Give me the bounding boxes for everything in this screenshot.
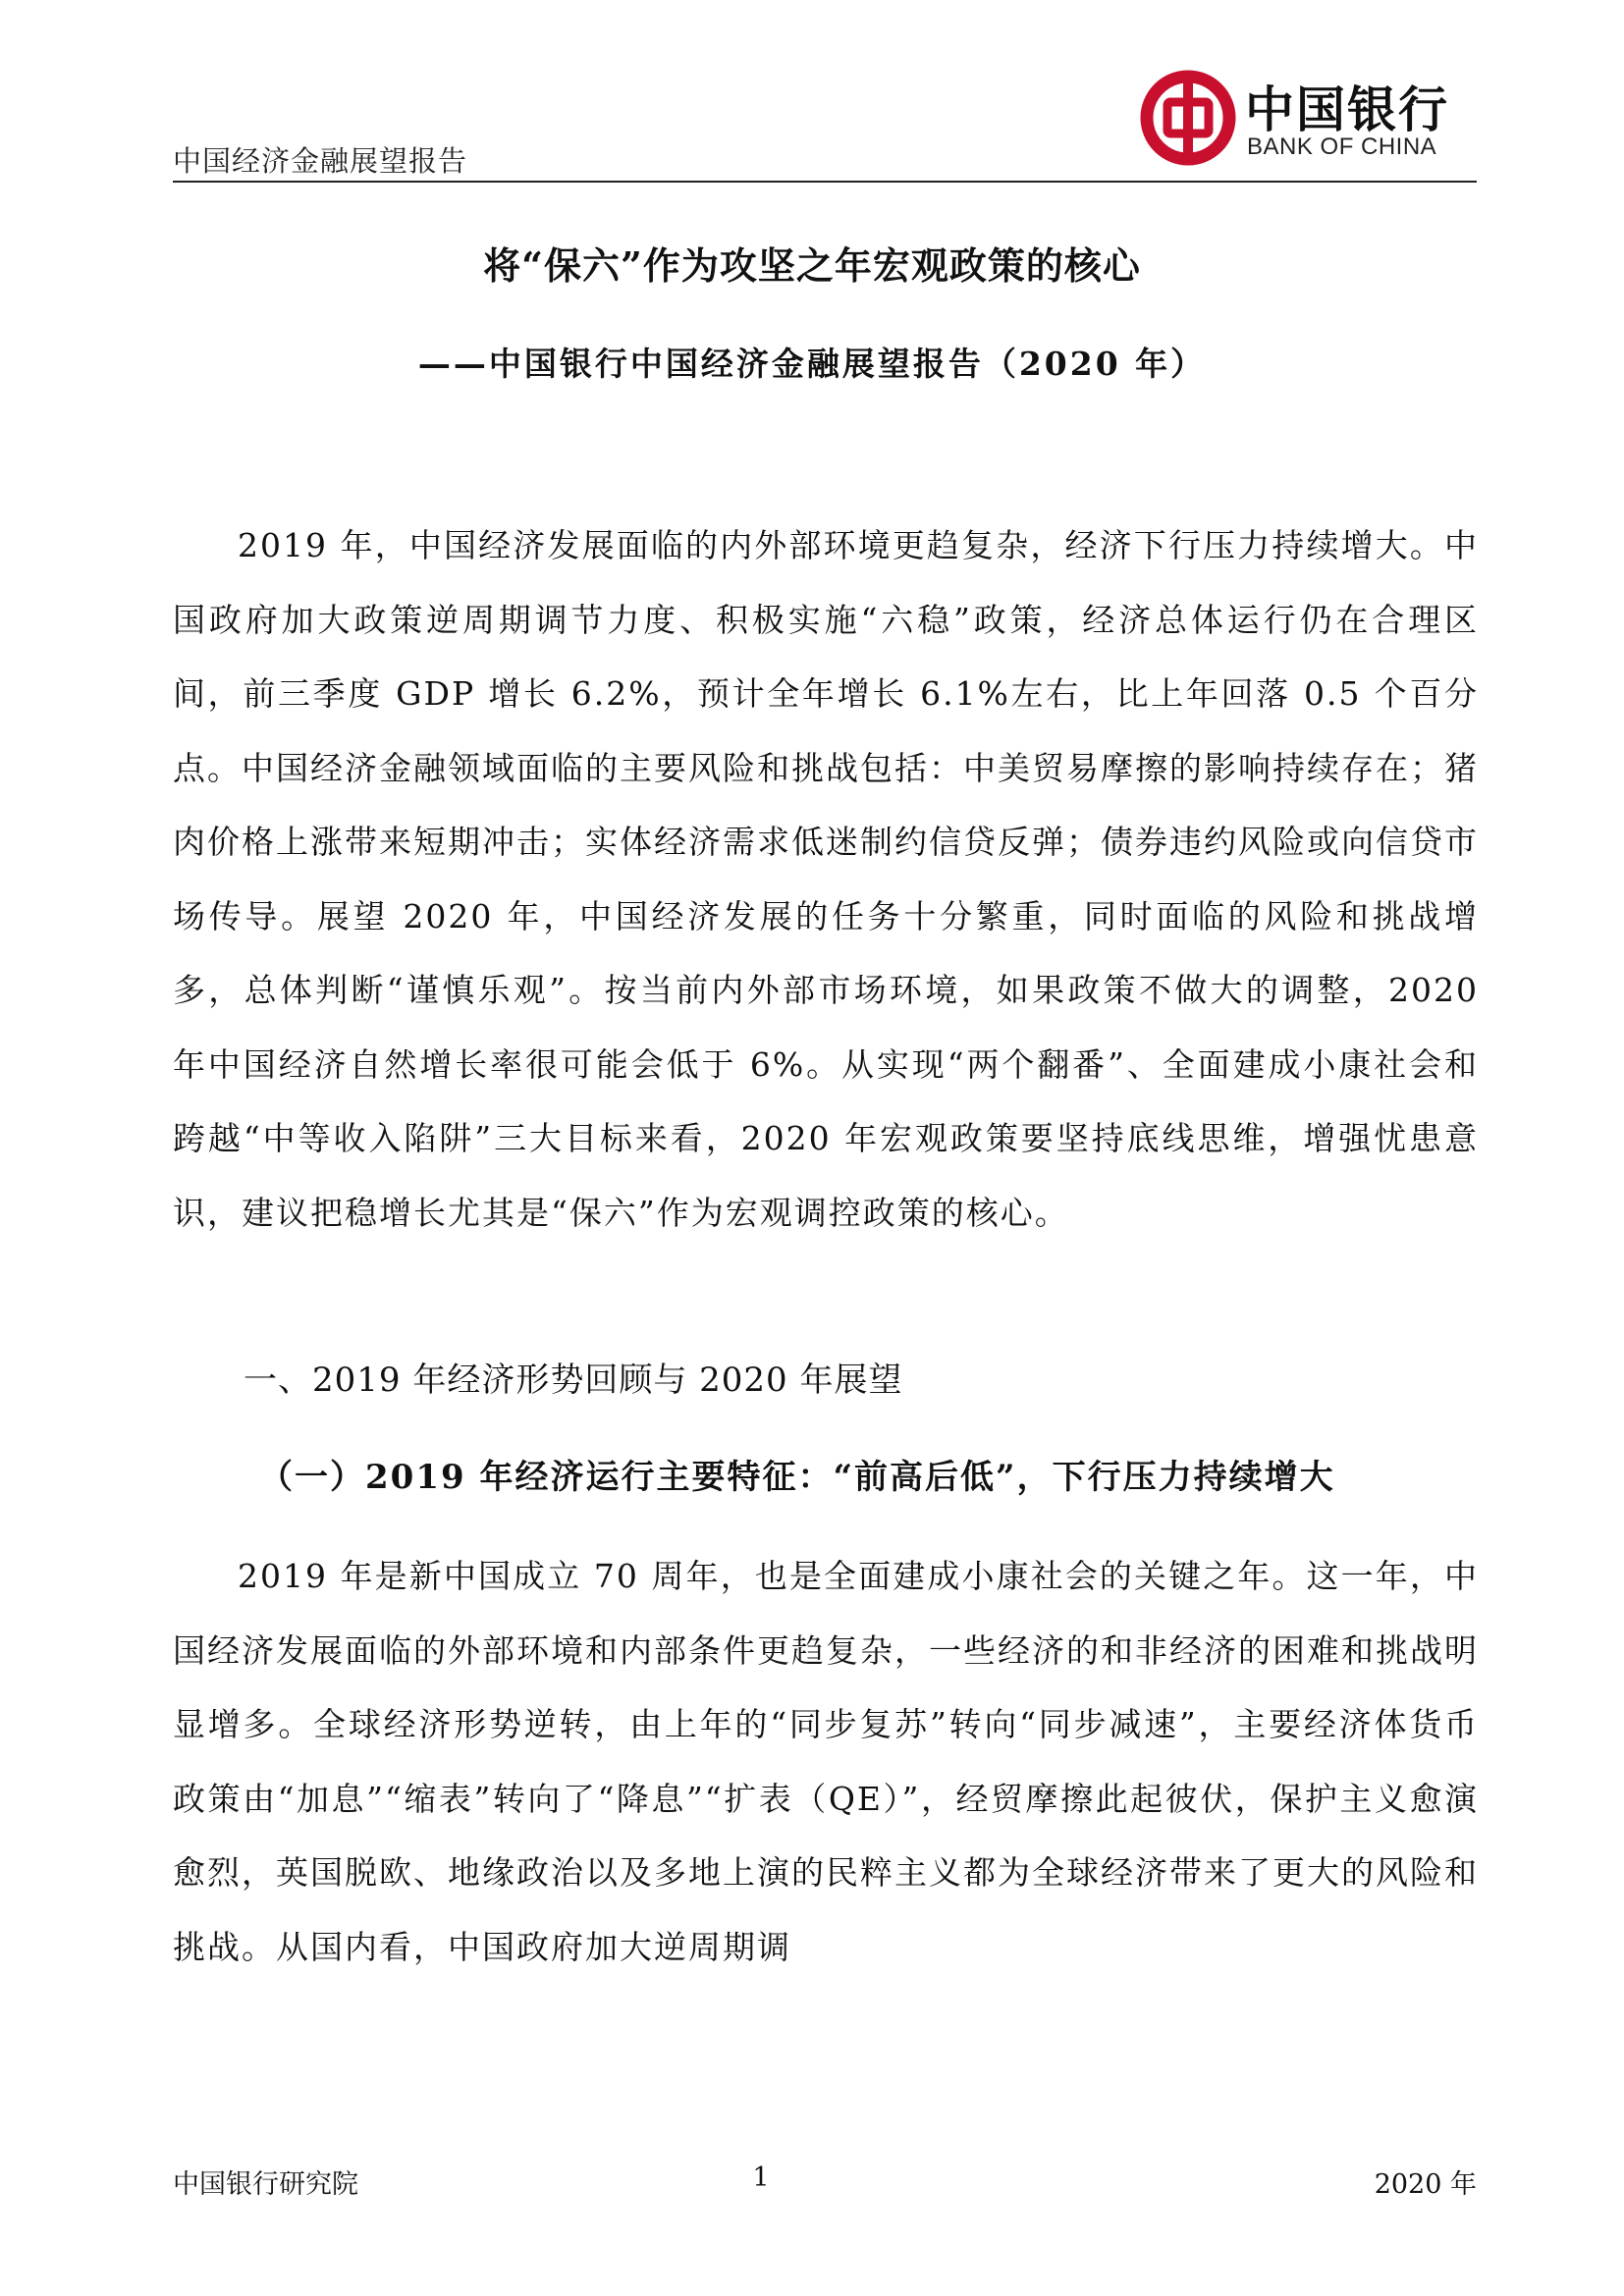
page-number: 1 — [752, 2163, 770, 2193]
sub-section-heading: （一）2019 年经济运行主要特征：“前高后低”，下行压力持续增大 — [259, 1458, 1335, 1497]
logo-name-en: BANK OF CHINA — [1247, 133, 1437, 160]
bank-of-china-emblem-icon — [1139, 69, 1237, 167]
header-divider — [173, 181, 1477, 183]
footer-year: 2020 年 — [1374, 2169, 1477, 2200]
document-subtitle: ——中国银行中国经济金融展望报告（2020 年） — [417, 345, 1207, 383]
logo-name-cn: 中国银行 — [1245, 80, 1449, 138]
section-heading: 一、2019 年经济形势回顾与 2020 年展望 — [244, 1361, 903, 1400]
intro-paragraph: 2019 年，中国经济发展面临的内外部环境更趋复杂，经济下行压力持续增大。中国政府加大政策逆周期调节力度、积极实施“六稳”政策，经济总体运行仍在合理区间，前三季度 GDP 增长 6.2%，预计全年增长 6.1%左右，比上年回落 0.5 个百分点。中国经济金融领域面临的主要风险和挑战包括：中美贸易摩擦的影响持续存在；猪肉价格上涨带来短期冲击；实体经济需求低迷制约信贷反弹；债券违约风险或向信贷市场传导。展望 2020 年，中国经济发展的任务十分繁重，同时面临的风险和挑战增多，总体判断“谨慎乐观”。按当前内外部市场环境，如果政策不做大的调整，2020 年中国经济自然增长率很可能会低于 6%。从实现“两个翻番”、全面建成小康社会和跨越“中等收入陷阱”三大目标来看，2020 年宏观政策要坚持底线思维，增强忧患意识，建议把稳增长尤其是“保六”作为宏观调控政策的核心。 — [173, 526, 1479, 1232]
footer-institution: 中国银行研究院 — [173, 2169, 358, 2200]
bank-logo — [1139, 69, 1483, 167]
header-report-name: 中国经济金融展望报告 — [173, 144, 468, 178]
body-paragraph: 2019 年是新中国成立 70 周年，也是全面建成小康社会的关键之年。这一年，中国经济发展面临的外部环境和内部条件更趋复杂，一些经济的和非经济的困难和挑战明显增多。全球经济形势逆转，由上年的“同步复苏”转向“同步减速”，主要经济体货币政策由“加息”“缩表”转向了“降息”“扩表（QE）”，经贸摩擦此起彼伏，保护主义愈演愈烈，英国脱欧、地缘政治以及多地上演的民粹主义都为全球经济带来了更大的风险和挑战。从国内看，中国政府加大逆周期调 — [173, 1557, 1479, 1966]
document-title: 将“保六”作为攻坚之年宏观政策的核心 — [483, 243, 1141, 288]
